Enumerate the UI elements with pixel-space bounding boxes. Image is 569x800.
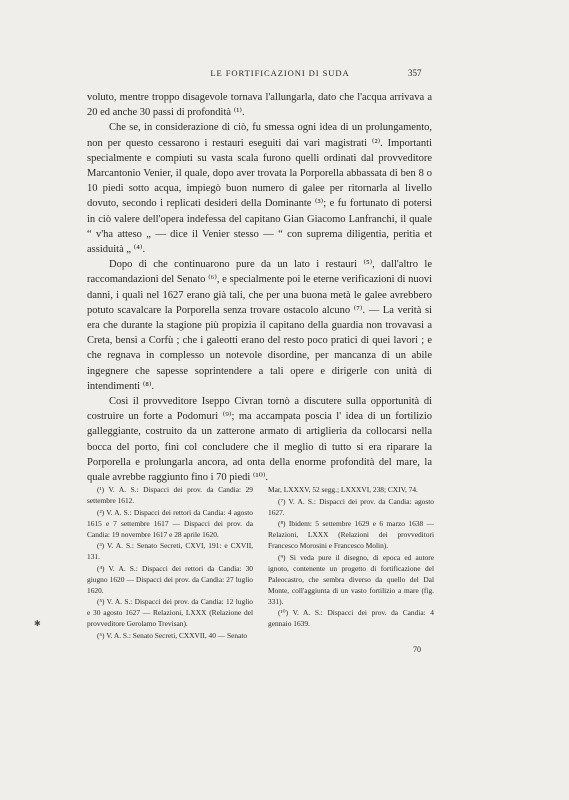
footnote: (⁸) Ibidem: 5 settembre 1629 e 6 marzo 1638 — Relazioni, LXXX (Relazioni dei provveditori Francesco Morosini e Francesco Molin).: [268, 519, 434, 550]
paragraph: voluto, mentre troppo disagevole tornava l'allungarla, dato che l'acqua arrivava a 20 ed anche 30 passi di profondità ⁽¹⁾.: [87, 92, 432, 119]
footnote: (²) V. A. S.: Dispacci dei rettori da Candia: 4 agosto 1615 e 7 settembre 1617 — Dispacci dei prov. da Candia: 19 novembre 1617 e 28 aprile 1620.: [87, 507, 253, 539]
paragraph: Così il provveditore Iseppo Civran tornò a discutere sulla opportunità di costruire un forte a Podomuri ⁽⁹⁾; ma accampata poscia l' idea di un fortilizio galleggiante, costruito da un zatterone armato di artiglieria da collocarsi nella bocca del porto, finì col concludere che il meglio di tutto si era riparare la Porporella e prolungarla ancora, ad onta della enorme profondità del mare, la quale avrebbe raggiunto fino i 70 piedi ⁽¹⁰⁾.: [87, 396, 432, 484]
footnote-continuation: Mar, LXXXV, 52 segg.; LXXXVI, 238; CXIV, 74.: [268, 485, 418, 494]
footnote: (⁹) Si veda pure il disegno, di epoca ed autore ignoto, contenente un progetto di fortificazione del Paleocastro, che sembra diverso da quello del Dal Monte, coll'aggiunta di un vasto fortilizio a mare (fig. 331).: [268, 552, 434, 606]
footnote: (⁷) V. A. S.: Dispacci dei prov. da Candia: agosto 1627.: [268, 496, 434, 517]
footnotes: [87, 484, 434, 641]
signature-mark: 70: [413, 645, 421, 654]
paragraph: Dopo di che continuarono pure da un lato i restauri ⁽⁵⁾, dall'altro le raccomandazioni del Senato ⁽⁶⁾, e specialmente poi le eterne verificazioni di nuovi danni, i quali nel 1627 erano già tali, che per una buona metà le galee avrebbero potuto scavalcare la Porporella senza trovare ostacolo alcuno ⁽⁷⁾. — La verità si era che durante la stagione più propizia il capitano della guardia non trovavasi a Creta, bensì a Corfù ; che i galeotti erano del resto poco pratici di quei lavori ; e che regnava in complesso un notevole disordine, per mancanza di un abile ingegnere che sapesse soprintendere a tali opere e dirigerle con unità di intendimenti ⁽⁸⁾.: [87, 259, 432, 392]
footnote: (⁴) V. A. S.: Dispacci dei rettori da Candia: 30 giugno 1620 — Dispacci dei prov. da Candia: 27 luglio 1620.: [87, 563, 253, 595]
footnote: (⁶) V. A. S.: Senato Secreti, CXXVII, 40 — Senato: [97, 630, 248, 640]
running-title: LE FORTIFICAZIONI DI SUDA: [210, 68, 350, 78]
footnotes-right-column: [268, 484, 434, 641]
footnotes-left-column: [87, 484, 253, 641]
footnote: (¹⁰) V. A. S.: Dispacci dei prov. da Candia: 4 gennaio 1639.: [268, 608, 434, 628]
page-number: 357: [408, 68, 422, 78]
body-text: [87, 90, 432, 485]
running-header: [0, 68, 569, 82]
footnote: (³) V. A. S.: Senato Secreti, CXVI, 191: e CXVII, 131.: [87, 541, 253, 561]
footnote: (¹) V. A. S.: Dispacci dei prov. da Candia: 29 settembre 1612.: [87, 485, 253, 505]
paragraph: Che se, in considerazione di ciò, fu smessa ogni idea di un prolungamento, non per questo cessarono i restauri eseguiti dai vari magistrati ⁽²⁾. Importanti specialmente e compiuti su vasta scala furono quelli ordinati dal provveditore Marcantonio Venier, il quale, dopo aver trovata la Porporella abbassata di ben 8 o 10 piedi sotto acqua, impiegò buon numero di galee per ritornarla al livello dovuto, secondo i replicati desideri della Dominante ⁽³⁾; e fu fortunato di potersi in ciò valere dell'opera indefessa del capitano Gian Giacomo Lanfranchi, il quale “ v'ha atteso „ — dice il Venier stesso — “ con suprema diligentia, peritia et assiduità „ ⁽⁴⁾.: [87, 122, 432, 256]
ink-speck-icon: ✱: [34, 619, 41, 628]
footnote: (⁵) V. A. S.: Dispacci dei prov. da Candia: 12 luglio e 30 agosto 1627 — Relazioni, LXXX (Relazione del provveditore Gerolamo Trevisan).: [87, 597, 253, 628]
